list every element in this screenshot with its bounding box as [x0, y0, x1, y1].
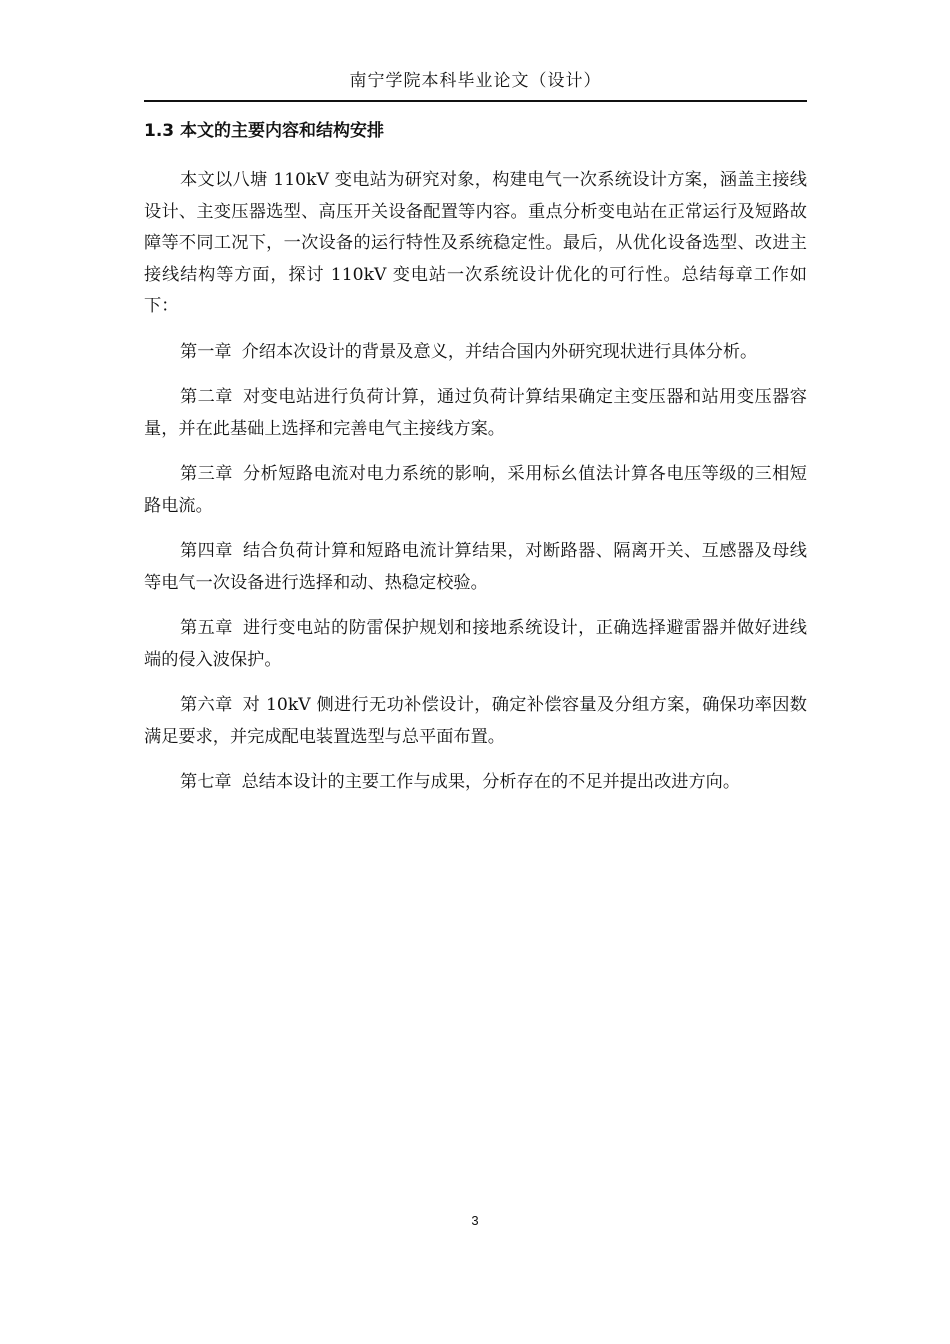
chapter-paragraph [144, 613, 807, 676]
page-header [144, 68, 807, 102]
document-body [144, 117, 807, 813]
chapter-paragraph [144, 382, 807, 445]
page-number: 3 [471, 1213, 479, 1228]
chapter-paragraph [144, 536, 807, 599]
chapter-label: 第五章 [180, 618, 233, 638]
chapter-paragraph [144, 337, 807, 369]
chapter-label: 第三章 [180, 464, 233, 484]
chapter-paragraph [144, 690, 807, 753]
header-title: 南宁学院本科毕业论文（设计） [349, 71, 602, 91]
chapter-text: 进行变电站的防雷保护规划和接地系统设计，正确选择避雷器并做好进线端的侵入波保护。 [144, 618, 807, 670]
chapter-text: 介绍本次设计的背景及意义，并结合国内外研究现状进行具体分析。 [241, 341, 758, 362]
chapter-text: 对变电站进行负荷计算，通过负荷计算结果确定主变压器和站用变压器容量，并在此基础上选择和完善电气主接线方案。 [144, 387, 807, 439]
chapter-text: 总结本设计的主要工作与成果，分析存在的不足并提出改进方向。 [241, 772, 741, 792]
intro-paragraph: 本文以八塘 110kV 变电站为研究对象，构建电气一次系统设计方案，涵盖主接线设计、主变压器选型、高压开关设备配置等内容。重点分析变电站在正常运行及短路故障等不同工况下，一次设备的运行特性及系统稳定性。最后，从优化设备选型、改进主接线结构等方面，探讨 110kV 变电站一次系统设计优化的可行性。总结每章工作如下： [144, 170, 807, 316]
chapter-label: 第七章 [180, 772, 232, 792]
chapter-text: 对 10kV 侧进行无功补偿设计，确定补偿容量及分组方案，确保功率因数满足要求，并完成配电装置选型与总平面布置。 [144, 695, 807, 747]
chapter-text: 结合负荷计算和短路电流计算结果，对断路器、隔离开关、互感器及母线等电气一次设备进行选择和动、热稳定校验。 [144, 541, 807, 593]
chapter-paragraph [144, 459, 807, 522]
chapter-label: 第六章 [180, 695, 233, 715]
chapter-label: 第一章 [180, 341, 232, 362]
chapter-label: 第四章 [180, 541, 233, 561]
section-title: 1.3 本文的主要内容和结构安排 [144, 121, 385, 141]
chapter-paragraph [144, 767, 807, 799]
chapter-label: 第二章 [180, 387, 233, 407]
chapter-text: 分析短路电流对电力系统的影响，采用标幺值法计算各电压等级的三相短路电流。 [144, 464, 807, 516]
